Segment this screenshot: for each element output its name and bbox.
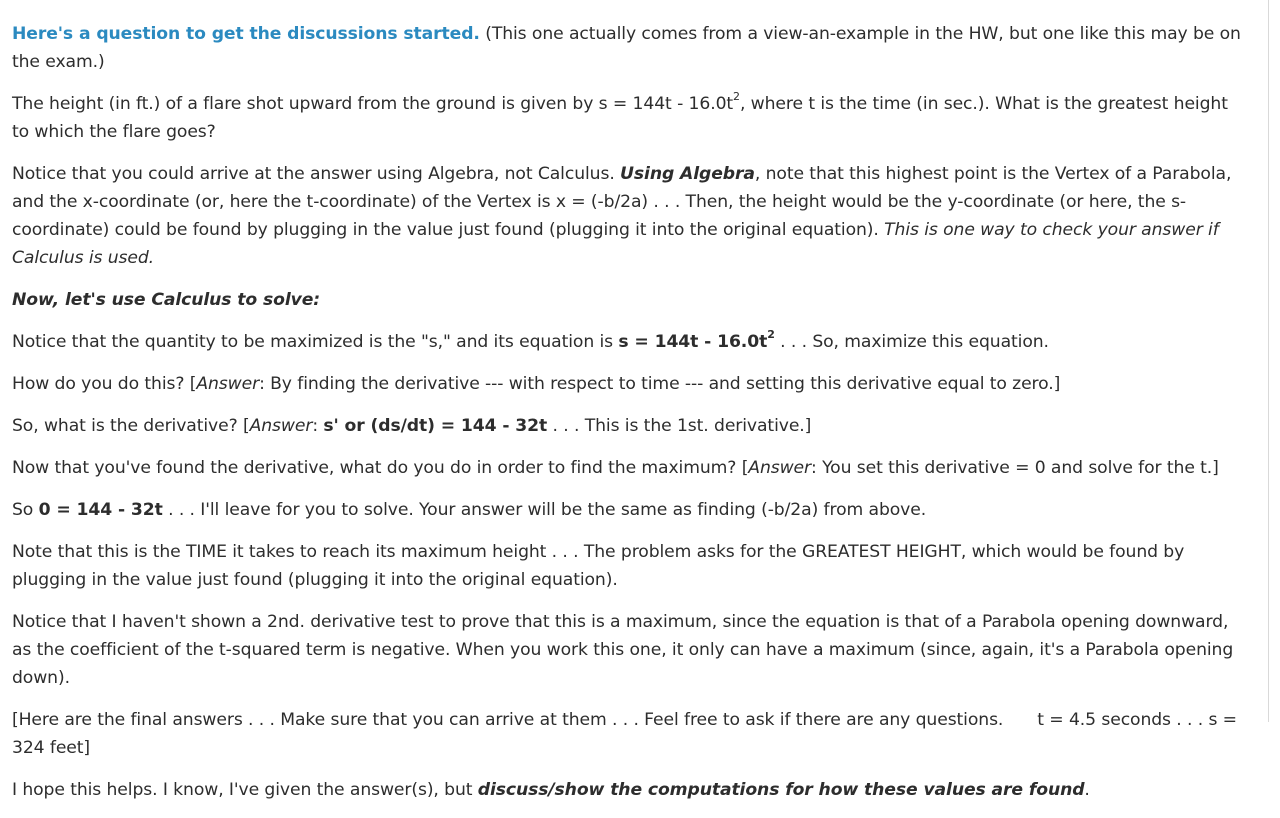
second-derivative-paragraph: Notice that I haven't shown a 2nd. derivative test to prove that this is a maximum, since the equation is that of a Parabola opening downward, as the coefficient of the t-squared term is negative. When you work this one, it only can have a maximum (since, again, it's a Parabola opening down). bbox=[12, 612, 1234, 688]
scrollbar-track[interactable] bbox=[1256, 0, 1280, 722]
solve-text-1: So bbox=[12, 500, 39, 520]
maximize-equation: s = 144t - 16.0t bbox=[618, 332, 768, 352]
time-note-paragraph: Note that this is the TIME it takes to reach its maximum height . . . The problem asks for the GREATEST HEIGHT, which would be found by plugging in the value just found (plugging it into the original equation). bbox=[12, 542, 1185, 590]
intro-paragraph bbox=[12, 20, 1244, 76]
maximize-paragraph bbox=[12, 328, 1244, 356]
derivative-equation: s' or (ds/dt) = 144 - 32t bbox=[323, 416, 548, 436]
find-max-answer-label: Answer bbox=[748, 458, 812, 478]
problem-paragraph bbox=[12, 90, 1244, 146]
calculus-heading-text: Now, let's use Calculus to solve: bbox=[12, 290, 321, 310]
closing-emphasis: discuss/show the computations for how these values are found bbox=[477, 780, 1085, 800]
maximize-text-1: Notice that the quantity to be maximized is the "s," and its equation is bbox=[12, 332, 619, 352]
maximize-exponent: 2 bbox=[767, 328, 775, 342]
algebra-italic-note: This is one way to check your answer if Calculus is used. bbox=[12, 220, 1219, 268]
scrollbar-divider bbox=[1268, 0, 1269, 722]
solve-text-2: . . . I'll leave for you to solve. Your answer will be the same as finding (-b/2a) from above. bbox=[162, 500, 927, 520]
closing-paragraph bbox=[12, 776, 1244, 804]
derivative-colon: : bbox=[312, 416, 324, 436]
find-max-paragraph bbox=[12, 454, 1244, 482]
maximize-text-2: . . . So, maximize this equation. bbox=[774, 332, 1049, 352]
find-max-answer: : You set this derivative = 0 and solve for the t.] bbox=[811, 458, 1219, 478]
final-answers-paragraph bbox=[12, 706, 1244, 762]
solve-equation: 0 = 144 - 32t bbox=[38, 500, 163, 520]
post-body bbox=[12, 20, 1244, 818]
how-answer: : By finding the derivative --- with respect to time --- and setting this derivative equal to zero.] bbox=[259, 374, 1061, 394]
how-question: How do you do this? [ bbox=[12, 374, 197, 394]
problem-text-2: , where t is the time (in sec.). What is the greatest height to which the flare goes? bbox=[12, 94, 1228, 142]
closing-text-2: . bbox=[1084, 780, 1090, 800]
intro-lead: Here's a question to get the discussions started. bbox=[12, 24, 480, 44]
derivative-question: So, what is the derivative? [ bbox=[12, 416, 250, 436]
how-answer-label: Answer bbox=[196, 374, 260, 394]
closing-text-1: I hope this helps. I know, I've given the answer(s), but bbox=[12, 780, 478, 800]
how-paragraph bbox=[12, 370, 1244, 398]
problem-text-1: The height (in ft.) of a flare shot upward from the ground is given by s = 144t - 16.0t bbox=[12, 94, 734, 114]
algebra-paragraph bbox=[12, 160, 1244, 272]
final-text-1: [Here are the final answers . . . Make sure that you can arrive at them . . . Feel free to ask if there are any questions. bbox=[12, 710, 1004, 730]
derivative-answer-label: Answer bbox=[249, 416, 313, 436]
problem-exponent: 2 bbox=[733, 90, 740, 104]
algebra-text-2: , note that this highest point is the Vertex of a Parabola, and the x-coordinate (or, here the t-coordinate) of the Vertex is x = (-b/2a) . . . Then, the height would be the y-coordinate (or here, the s-coordinate) could be found by plugging in the value just found (plugging it into the original equation). bbox=[12, 164, 1232, 240]
solve-paragraph bbox=[12, 496, 1244, 524]
final-text-2: t = 4.5 seconds . . . s = 324 feet] bbox=[12, 710, 1237, 758]
algebra-emphasis: Using Algebra bbox=[620, 164, 755, 184]
calculus-heading bbox=[12, 286, 1244, 314]
intro-rest: (This one actually comes from a view-an-example in the HW, but one like this may be on the exam.) bbox=[12, 24, 1241, 72]
algebra-text-1: Notice that you could arrive at the answer using Algebra, not Calculus. bbox=[12, 164, 621, 184]
derivative-text-2: . . . This is the 1st. derivative.] bbox=[547, 416, 812, 436]
derivative-paragraph bbox=[12, 412, 1244, 440]
find-max-question: Now that you've found the derivative, what do you do in order to find the maximum? [ bbox=[12, 458, 749, 478]
